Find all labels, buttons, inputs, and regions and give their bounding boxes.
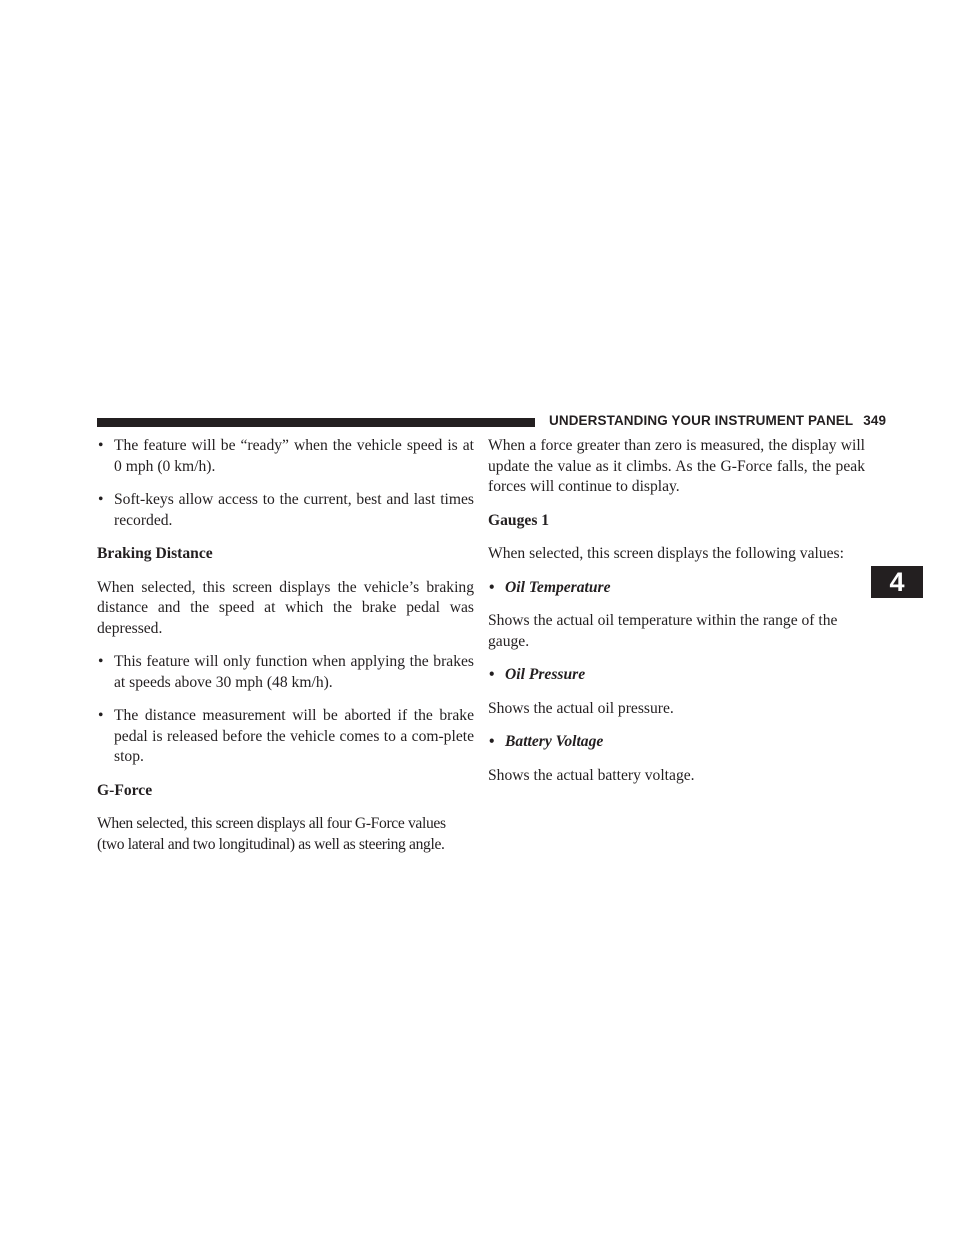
gauge-item-label: Oil Pressure xyxy=(505,666,586,683)
bullet-glyph: • xyxy=(489,733,495,750)
section-heading-g-force: G-Force xyxy=(97,781,153,799)
header-rule xyxy=(97,418,535,427)
section-heading-braking-distance: Braking Distance xyxy=(97,545,213,562)
bullet-text: The distance measurement will be aborted if the brake pedal is released before the vehicle comes to a com-plete stop. xyxy=(114,707,474,765)
paragraph: Shows the actual battery voltage. xyxy=(488,766,695,784)
paragraph: When selected, this screen displays the vehicle’s braking distance and the speed at which the brake pedal was depressed. xyxy=(97,578,474,637)
gauge-item-oil-pressure xyxy=(488,665,865,686)
bullet-text: The feature will be “ready” when the vehicle speed is at 0 mph (0 km/h). xyxy=(114,437,474,475)
bullet-glyph: • xyxy=(489,666,495,683)
bullet-item xyxy=(97,706,474,768)
bullet-item xyxy=(97,436,474,477)
bullet-glyph: • xyxy=(98,653,104,670)
bullet-glyph: • xyxy=(489,578,495,596)
page-number: 349 xyxy=(863,413,887,428)
running-header xyxy=(549,413,886,428)
bullet-text: Soft-keys allow access to the current, best and last times recorded. xyxy=(114,491,474,529)
bullet-text: This feature will only function when applying the brakes at speeds above 30 mph (48 km/h). xyxy=(114,653,474,691)
bullet-item xyxy=(97,652,474,693)
left-column xyxy=(97,436,474,855)
gauge-item-oil-temperature xyxy=(488,578,865,599)
chapter-tab: 4 xyxy=(871,566,923,598)
gauge-item-label: Oil Temperature xyxy=(505,578,611,596)
paragraph: When selected, this screen displays the following values: xyxy=(488,545,844,562)
paragraph: Shows the actual oil temperature within the range of the gauge. xyxy=(488,612,838,650)
bullet-glyph: • xyxy=(98,491,104,508)
gauge-item-battery-voltage xyxy=(488,732,865,753)
right-column xyxy=(488,436,865,786)
bullet-glyph: • xyxy=(98,707,104,724)
section-heading-gauges-1: Gauges 1 xyxy=(488,511,550,529)
paragraph: When a force greater than zero is measured, the display will update the value as it climbs. As the G-Force falls, the peak forces will continue to display. xyxy=(488,437,865,495)
paragraph: When selected, this screen displays all four G-Force values (two lateral and two longitudinal) as well as steering angle. xyxy=(97,815,446,853)
bullet-item xyxy=(97,490,474,531)
section-title: UNDERSTANDING YOUR INSTRUMENT PANEL xyxy=(549,413,854,428)
gauge-item-label: Battery Voltage xyxy=(505,733,604,750)
paragraph: Shows the actual oil pressure. xyxy=(488,699,674,717)
bullet-glyph: • xyxy=(98,437,104,454)
